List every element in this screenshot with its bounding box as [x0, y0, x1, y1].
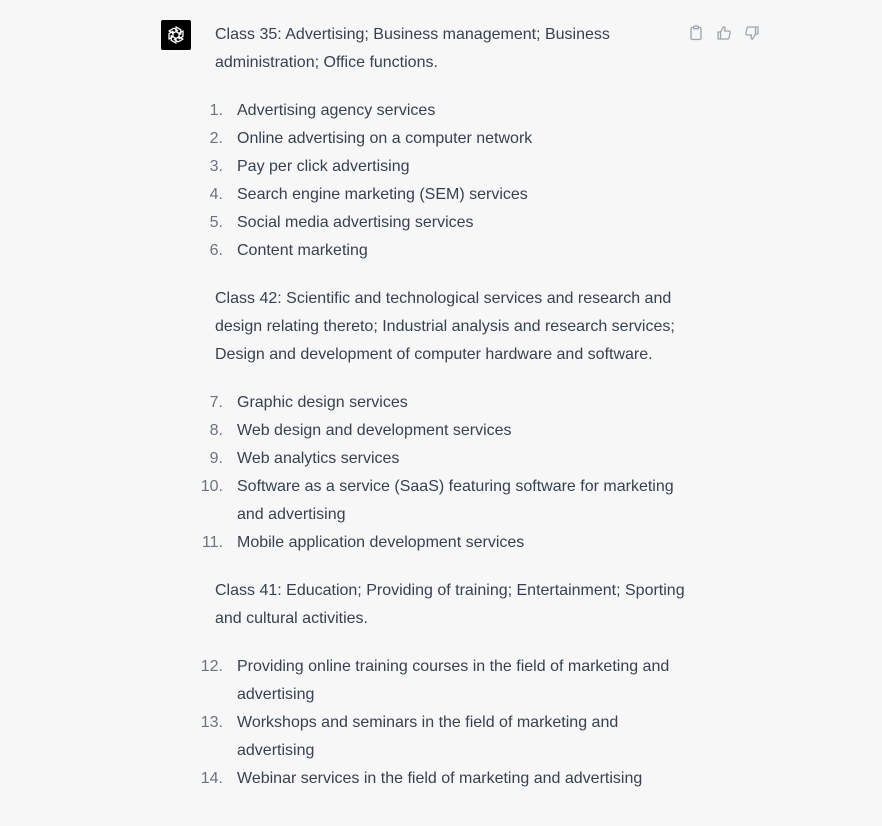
- service-list: [200, 389, 685, 557]
- list-number: 8.: [209, 422, 223, 439]
- list-item: [200, 473, 685, 529]
- list-item-text: Providing online training courses in the field of marketing and advertising: [237, 658, 670, 703]
- list-item-text: Graphic design services: [237, 394, 408, 411]
- list-item: [209, 153, 685, 181]
- thumbs-down-button[interactable]: [742, 23, 762, 43]
- list-item-text: Webinar services in the field of marketing and advertising: [237, 770, 643, 787]
- list-item-text: Online advertising on a computer network: [237, 130, 533, 147]
- list-item: [209, 237, 685, 265]
- copy-button[interactable]: [686, 23, 706, 43]
- assistant-avatar: [161, 20, 191, 50]
- list-number: 9.: [209, 450, 223, 467]
- list-number: 1.: [209, 102, 223, 119]
- class-heading: Class 42: Scientific and technological services and research and design relating thereto; Industrial analysis and research services; Design and development of computer hardware and software.: [215, 290, 675, 363]
- list-item: [209, 181, 685, 209]
- class-heading: Class 41: Education; Providing of training; Entertainment; Sporting and cultural activities.: [215, 582, 685, 627]
- list-item-text: Workshops and seminars in the field of marketing and advertising: [237, 714, 619, 759]
- list-item: [200, 653, 685, 709]
- list-item-text: Web design and development services: [237, 422, 512, 439]
- class-section: [209, 21, 685, 265]
- thumbs-down-icon: [744, 25, 760, 41]
- message-actions: [686, 23, 762, 43]
- list-number: 2.: [209, 130, 223, 147]
- list-item: [200, 765, 685, 793]
- list-number: 4.: [209, 186, 223, 203]
- list-number: 3.: [209, 158, 223, 175]
- list-item: [200, 709, 685, 765]
- list-item-text: Mobile application development services: [237, 534, 525, 551]
- list-item: [209, 389, 685, 417]
- list-item-text: Pay per click advertising: [237, 158, 410, 175]
- list-item-text: Content marketing: [237, 242, 368, 259]
- list-item-text: Advertising agency services: [237, 102, 436, 119]
- list-item-text: Search engine marketing (SEM) services: [237, 186, 528, 203]
- class-section: [200, 577, 685, 793]
- list-number: 13.: [200, 714, 223, 731]
- assistant-message: [200, 21, 685, 793]
- list-number: 10.: [200, 478, 223, 495]
- clipboard-icon: [688, 25, 704, 41]
- service-list: [209, 97, 685, 265]
- openai-logo-icon: [165, 24, 187, 46]
- class-heading: Class 35: Advertising; Business management; Business administration; Office functions.: [215, 26, 610, 71]
- list-item: [209, 445, 685, 473]
- list-number: 14.: [200, 770, 223, 787]
- thumbs-up-button[interactable]: [714, 23, 734, 43]
- list-number: 7.: [209, 394, 223, 411]
- list-item: [209, 125, 685, 153]
- list-item: [209, 97, 685, 125]
- list-number: 5.: [209, 214, 223, 231]
- list-item: [201, 529, 685, 557]
- list-item: [209, 417, 685, 445]
- list-item-text: Web analytics services: [237, 450, 400, 467]
- list-item-text: Social media advertising services: [237, 214, 474, 231]
- list-item: [209, 209, 685, 237]
- list-number: 12.: [200, 658, 223, 675]
- class-section: [200, 285, 685, 557]
- list-number: 6.: [209, 242, 223, 259]
- service-list: [200, 653, 685, 793]
- list-item-text: Software as a service (SaaS) featuring software for marketing and advertising: [237, 478, 674, 523]
- thumbs-up-icon: [716, 25, 732, 41]
- list-number: 11.: [201, 534, 223, 551]
